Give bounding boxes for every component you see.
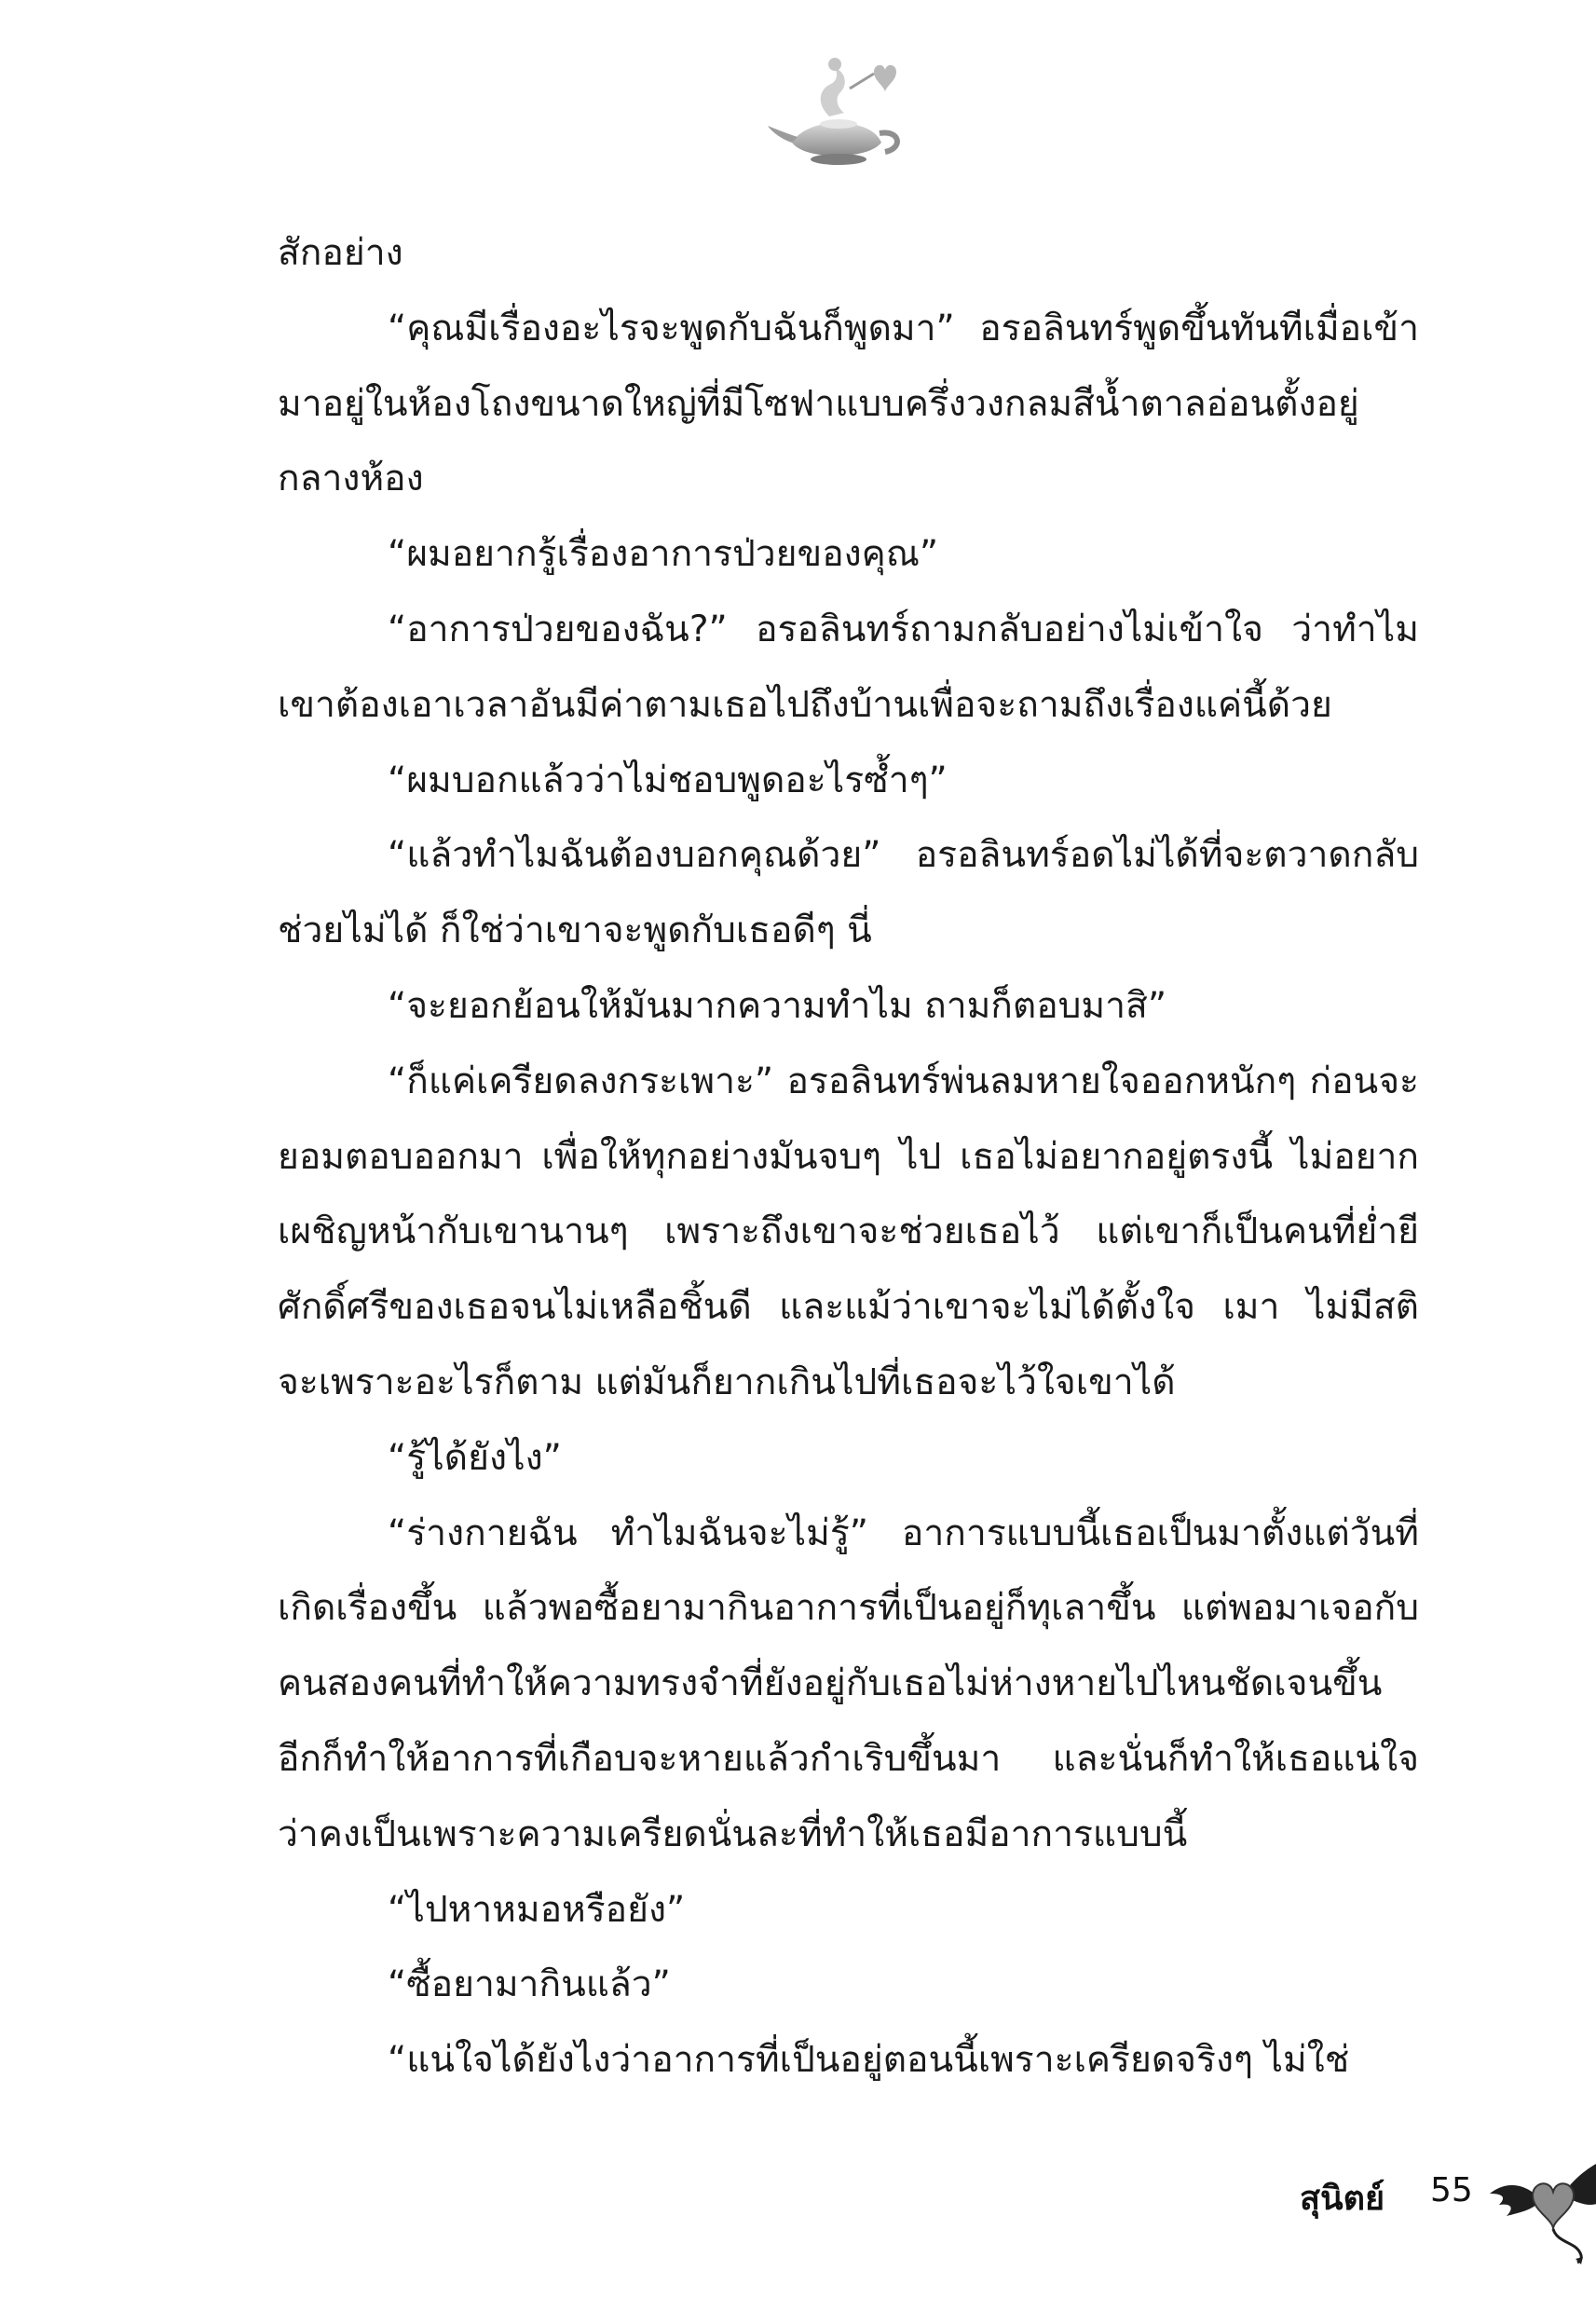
body-text	[278, 216, 1419, 2099]
paragraph: “ไปหาหมอหรือยัง”	[388, 1888, 686, 1931]
author-name: สุนิตย์	[1300, 2180, 1385, 2218]
page-number: 55	[1430, 2171, 1473, 2209]
paragraph: “แน่ใจได้ยังไงว่าอาการที่เป็นอยู่ตอนนี้เพราะเครียดจริงๆ ไม่ใช่	[388, 2039, 1350, 2082]
paragraph: “ผมบอกแล้วว่าไม่ชอบพูดอะไรซ้ำๆ”	[388, 759, 948, 801]
paragraph: “ผมอยากรู้เรื่องอาการป่วยของคุณ”	[388, 533, 939, 576]
paragraph: “ร่างกายฉัน ทำไมฉันจะไม่รู้” อาการแบบนี้เธอเป็นมาตั้งแต่วันที่เกิดเรื่องขึ้น แล้วพอซื้อยามากินอาการที่เป็นอยู่ก็ทุเลาขึ้น แต่พอมาเจอกับคนสองคนที่ทำให้ความทรงจำที่ยังอยู่กับเธอไม่ห่างหายไปไหนชัดเจนขึ้นอีกก็ทำให้อาการที่เกือบจะหายแล้วกำเริบขึ้นมา และนั่นก็ทำให้เธอแน่ใจว่าคงเป็นเพราะความเครียดนั่นละที่ทำให้เธอมีอาการแบบนี้	[278, 1511, 1419, 1855]
paragraph: “ก็แค่เครียดลงกระเพาะ” อรอลินทร์พ่นลมหายใจออกหนักๆ ก่อนจะยอมตอบออกมา เพื่อให้ทุกอย่างมันจบๆ ไป เธอไม่อยากอยู่ตรงนี้ ไม่อยากเผชิญหน้ากับเขานานๆ เพราะถึงเขาจะช่วยเธอไว้ แต่เขาก็เป็นคนที่ย่ำยีศักดิ์ศรีของเธอจนไม่เหลือชิ้นดี และแม้ว่าเขาจะไม่ได้ตั้งใจ เมา ไม่มีสติ จะเพราะอะไรก็ตาม แต่มันก็ยากเกินไปที่เธอจะไว้ใจเขาได้	[278, 1060, 1419, 1403]
genie-lamp-icon	[764, 51, 913, 172]
paragraph: “อาการป่วยของฉัน?” อรอลินทร์ถามกลับอย่างไม่เข้าใจ ว่าทำไมเขาต้องเอาเวลาอันมีค่าตามเธอไปถึงบ้านเพื่อจะถามถึงเรื่องแค่นี้ด้วย	[278, 608, 1419, 726]
paragraph: “จะยอกย้อนให้มันมากความทำไม ถามก็ตอบมาสิ”	[388, 984, 1167, 1027]
winged-heart-icon	[1486, 2153, 1596, 2264]
paragraph: “คุณมีเรื่องอะไรจะพูดกับฉันก็พูดมา” อรอลินทร์พูดขึ้นทันทีเมื่อเข้ามาอยู่ในห้องโถงขนาดใหญ่ที่มีโซฟาแบบครึ่งวงกลมสีน้ำตาลอ่อนตั้งอยู่กลางห้อง	[278, 307, 1419, 500]
paragraph: “รู้ได้ยังไง”	[388, 1436, 562, 1479]
paragraph: สักอย่าง	[278, 232, 403, 274]
paragraph: “แล้วทำไมฉันต้องบอกคุณด้วย” อรอลินทร์อดไม่ได้ที่จะตวาดกลับ ช่วยไม่ได้ ก็ใช่ว่าเขาจะพูดกับเธอดีๆ นี่	[278, 834, 1419, 952]
paragraph: “ซื้อยามากินแล้ว”	[388, 1963, 671, 2006]
page-footer	[1300, 2153, 1561, 2264]
